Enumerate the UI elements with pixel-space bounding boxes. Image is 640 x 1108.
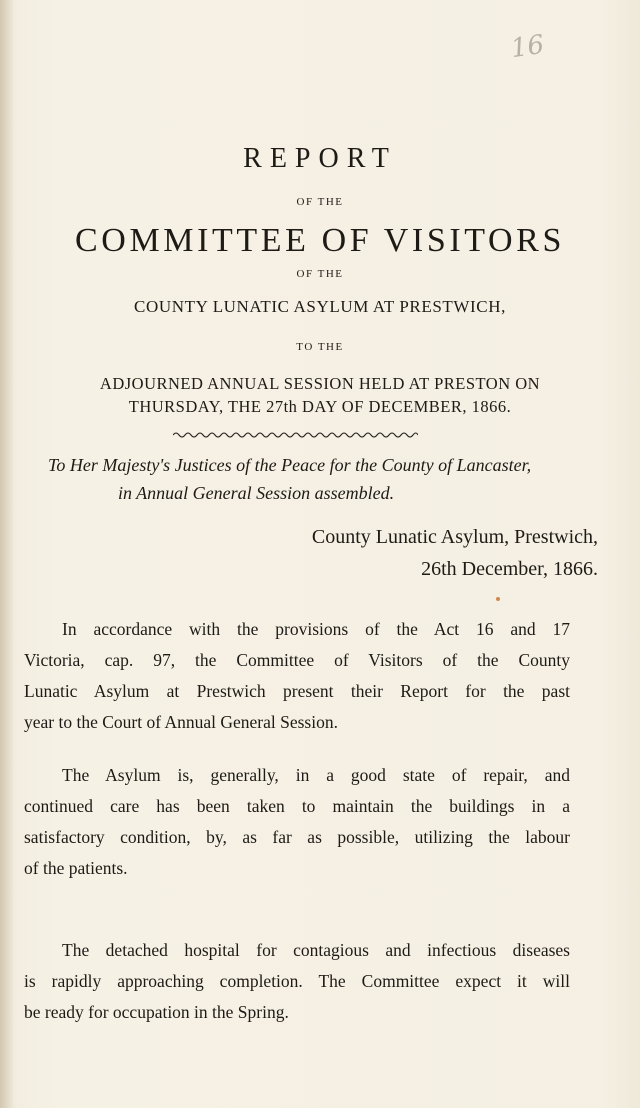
paragraph-line: satisfactory condition, by, as far as possible, utilizing the labour bbox=[24, 827, 570, 847]
ornamental-wavy-rule bbox=[173, 430, 418, 440]
paragraph-line: Lunatic Asylum at Prestwich present their Report for the past bbox=[24, 681, 570, 701]
paragraph-line: In accordance with the provisions of the Act 16 and 17 bbox=[62, 619, 570, 639]
paragraph-line: of the patients. bbox=[24, 858, 128, 878]
session-line-1: ADJOURNED ANNUAL SESSION HELD AT PRESTON ON bbox=[99, 374, 541, 393]
of-the-label-1: OF THE bbox=[296, 196, 344, 208]
paragraph-line: The Asylum is, generally, in a good state of repair, and bbox=[62, 765, 570, 785]
paragraph-line: The detached hospital for contagious and infectious diseases bbox=[62, 940, 570, 960]
address-line-1: To Her Majesty's Justices of the Peace for the County of Lancaster, bbox=[48, 455, 532, 475]
session-line-2: THURSDAY, THE 27th DAY OF DECEMBER, 1866. bbox=[128, 397, 512, 416]
of-the-label-2: OF THE bbox=[296, 268, 344, 280]
address-line-2: in Annual General Session assembled. bbox=[118, 483, 395, 503]
place-line: County Lunatic Asylum, Prestwich, bbox=[311, 526, 598, 548]
committee-heading: COMMITTEE OF VISITORS bbox=[75, 222, 565, 259]
paragraph-line: be ready for occupation in the Spring. bbox=[24, 1002, 289, 1022]
asylum-heading: COUNTY LUNATIC ASYLUM AT PRESTWICH, bbox=[134, 297, 506, 316]
session-heading bbox=[0, 372, 640, 418]
paper-speck bbox=[496, 597, 500, 601]
paragraph-2 bbox=[24, 760, 570, 884]
date-line: 26th December, 1866. bbox=[421, 558, 598, 580]
paragraph-line: continued care has been taken to maintain the buildings in a bbox=[24, 796, 570, 816]
to-the-label: TO THE bbox=[296, 341, 344, 353]
paragraph-1 bbox=[24, 614, 570, 738]
paragraph-line: year to the Court of Annual General Session. bbox=[24, 712, 338, 732]
pencil-annotation: 16 bbox=[508, 29, 546, 65]
paragraph-line: is rapidly approaching completion. The Committee expect it will bbox=[24, 971, 570, 991]
paragraph-3 bbox=[24, 935, 570, 1028]
report-heading: REPORT bbox=[243, 143, 397, 174]
paragraph-line: Victoria, cap. 97, the Committee of Visitors of the County bbox=[24, 650, 570, 670]
